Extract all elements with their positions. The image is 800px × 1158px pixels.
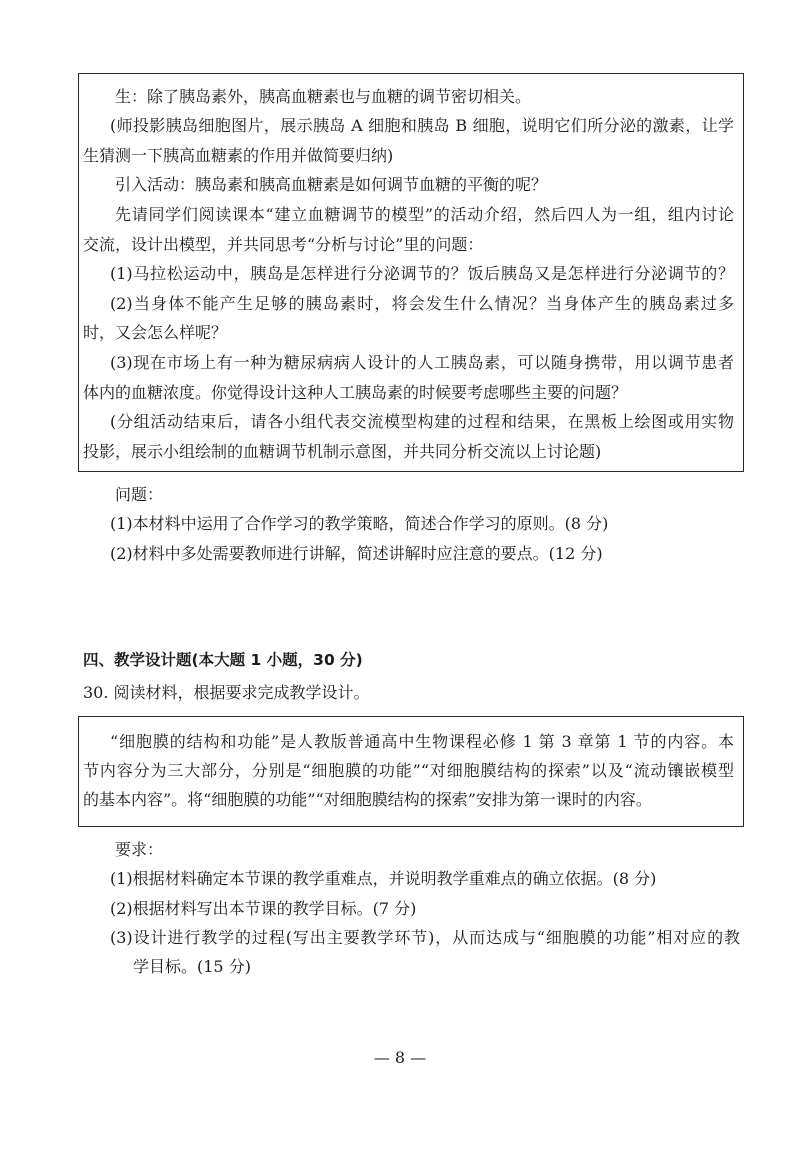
questions-label: 问题： xyxy=(115,485,164,504)
page-number: — 8 — xyxy=(373,1048,427,1067)
case-line: (师投影胰岛细胞图片，展示胰岛 A 细胞和胰岛 B 细胞，说明它们所分泌的激素，让学 xyxy=(110,116,734,136)
material-line: “细胞膜的结构和功能”是人教版普通高中生物课程必修 1 第 3 章第 1 节的内容。本 xyxy=(110,732,734,751)
case-line: 引入活动：胰岛素和胰高血糖素是如何调节血糖的平衡的呢？ xyxy=(115,175,548,195)
case-line: (1)马拉松运动中，胰岛是怎样进行分泌调节的？饭后胰岛又是怎样进行分泌调节的？ xyxy=(110,264,734,284)
material-line: 节内容分为三大部分，分别是“细胞膜的功能”“对细胞膜结构的探索”以及“流动镶嵌模型 xyxy=(83,761,734,780)
case-line: 生：除了胰岛素外，胰高血糖素也与血糖的调节密切相关。 xyxy=(115,86,532,106)
requirement-item: (3)设计进行教学的过程(写出主要教学环节)，从而达成与“细胞膜的功能”相对应的教 xyxy=(110,927,740,947)
case-line: 体内的血糖浓度。你觉得设计这种人工胰岛素的时候要考虑哪些主要的问题？ xyxy=(83,382,628,402)
question-item: (1)本材料中运用了合作学习的教学策略，简述合作学习的原则。(8 分) xyxy=(110,514,609,534)
question-list xyxy=(83,480,740,568)
requirements-label: 要求： xyxy=(115,840,164,859)
case-line: (分组活动结束后，请各小组代表交流模型构建的过程和结果，在黑板上绘图或用实物 xyxy=(110,412,734,432)
case-line: 投影，展示小组绘制的血糖调节机制示意图，并共同分析交流以上讨论题) xyxy=(83,441,602,461)
requirement-item: (2)根据材料写出本节课的教学目标。(7 分) xyxy=(110,898,417,918)
case-line: 生猜测一下胰高血糖素的作用并做简要归纳) xyxy=(83,145,394,165)
question-30-stem: 30. 阅读材料，根据要求完成教学设计。 xyxy=(83,683,370,702)
case-material-box xyxy=(78,73,744,472)
requirements-list xyxy=(83,835,740,981)
case-line: 交流，设计出模型，并共同思考“分析与讨论”里的问题： xyxy=(83,234,484,254)
question-item: (2)材料中多处需要教师进行讲解，简述讲解时应注意的要点。(12 分) xyxy=(110,543,603,563)
section-heading: 四、教学设计题(本大题 1 小题，30 分) xyxy=(83,651,363,669)
requirement-item: (1)根据材料确定本节课的教学重难点，并说明教学重难点的确立依据。(8 分) xyxy=(110,869,657,889)
case-line: (2)当身体不能产生足够的胰岛素时，将会发生什么情况？当身体产生的胰岛素过多 xyxy=(110,293,734,313)
material-line: 的基本内容”。将“细胞膜的功能”“对细胞膜结构的探索”安排为第一课时的内容。 xyxy=(83,790,652,809)
requirement-item-continuation: 学目标。(15 分) xyxy=(133,957,251,977)
case-line: 时，又会怎么样呢？ xyxy=(83,323,228,343)
reading-material-box xyxy=(78,716,744,827)
case-line: (3)现在市场上有一种为糖尿病病人设计的人工胰岛素，可以随身携带，用以调节患者 xyxy=(110,352,734,372)
case-line: 先请同学们阅读课本“建立血糖调节的模型”的活动介绍，然后四人为一组，组内讨论 xyxy=(115,204,734,224)
